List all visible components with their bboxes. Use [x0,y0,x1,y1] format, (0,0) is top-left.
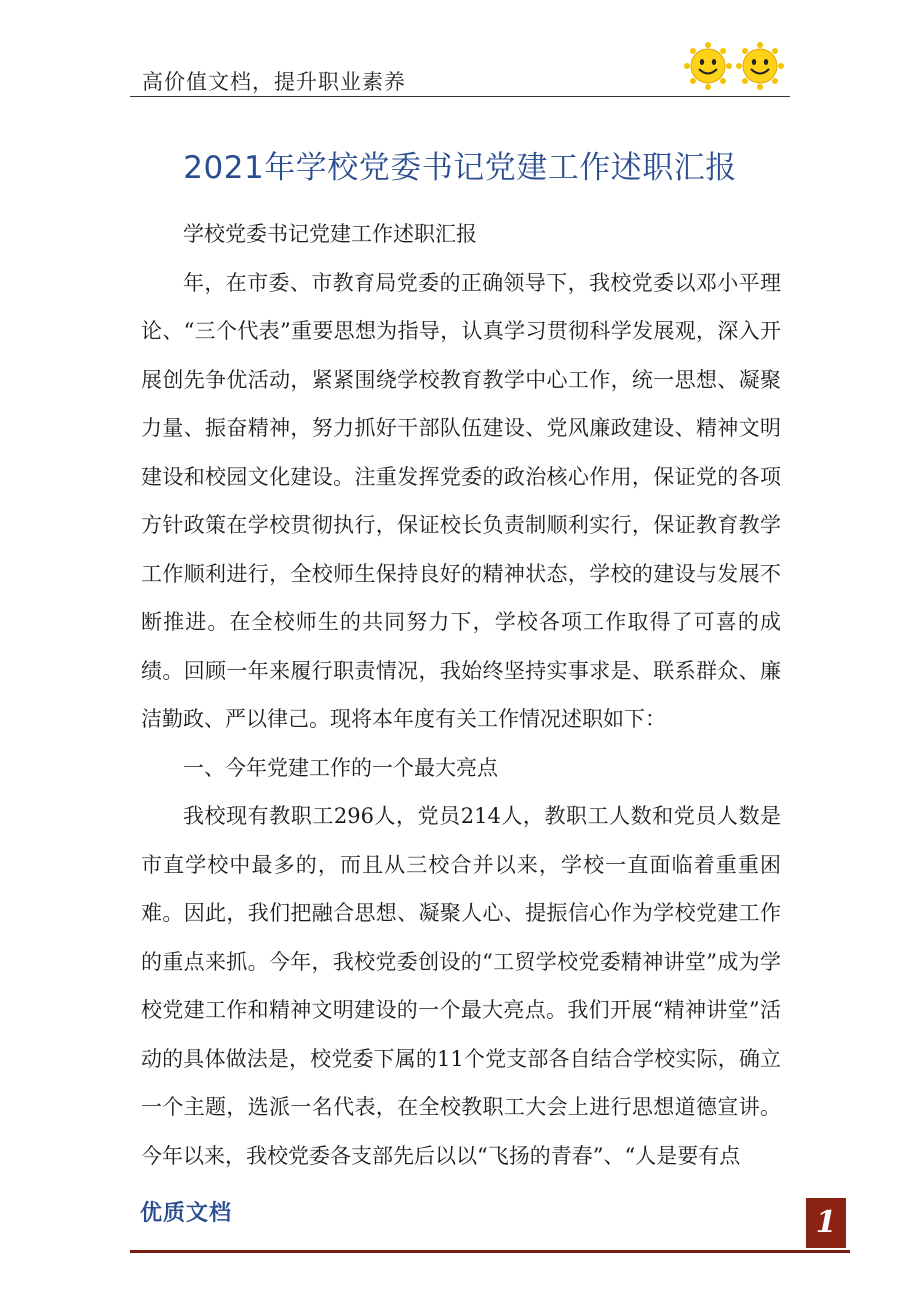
paragraph: 我校现有教职工296人，党员214人，教职工人数和党员人数是市直学校中最多的，而且从三校合并以来，学校一直面临着重重困难。因此，我们把融合思想、凝聚人心、提振信心作为学校党建工作的重点来抓。今年，我校党委创设的“工贸学校党委精神讲堂”成为学校党建工作和精神文明建设的一个最大亮点。我们开展“精神讲堂”活动的具体做法是，校党委下属的11个党支部各自结合学校实际，确立一个主题，选派一名代表，在全校教职工大会上进行思想道德宣讲。今年以来，我校党委各支部先后以以“飞扬的青春”、“人是要有点 [141,804,781,1168]
smiley-face-icon [684,42,732,90]
page-number: 1 [806,1198,846,1248]
header-divider [130,96,790,97]
document-title: 2021年学校党委书记党建工作述职汇报 [183,150,737,186]
document-body [141,210,781,1180]
paragraph: 学校党委书记党建工作述职汇报 [183,222,477,246]
section-heading: 一、今年党建工作的一个最大亮点 [183,755,498,780]
smiley-face-icon [736,42,784,90]
footer-label: 优质文档 [140,1200,233,1226]
paragraph: 年，在市委、市教育局党委的正确领导下，我校党委以邓小平理论、“三个代表”重要思想为指导，认真学习贯彻科学发展观，深入开展创先争优活动，紧紧围绕学校教育教学中心工作，统一思想、凝聚力量、振奋精神，努力抓好干部队伍建设、党风廉政建设、精神文明建设和校园文化建设。注重发挥党委的政治核心作用，保证党的各项方针政策在学校贯彻执行，保证校长负责制顺利实行，保证教育教学工作顺利进行，全校师生保持良好的精神状态，学校的建设与发展不断推进。在全校师生的共同努力下，学校各项工作取得了可喜的成绩。回顾一年来履行职责情况，我始终坚持实事求是、联系群众、廉洁勤政、严以律己。现将本年度有关工作情况述职如下： [141,270,781,731]
header-slogan: 高价值文档，提升职业素养 [142,70,406,94]
footer-divider [130,1250,850,1253]
